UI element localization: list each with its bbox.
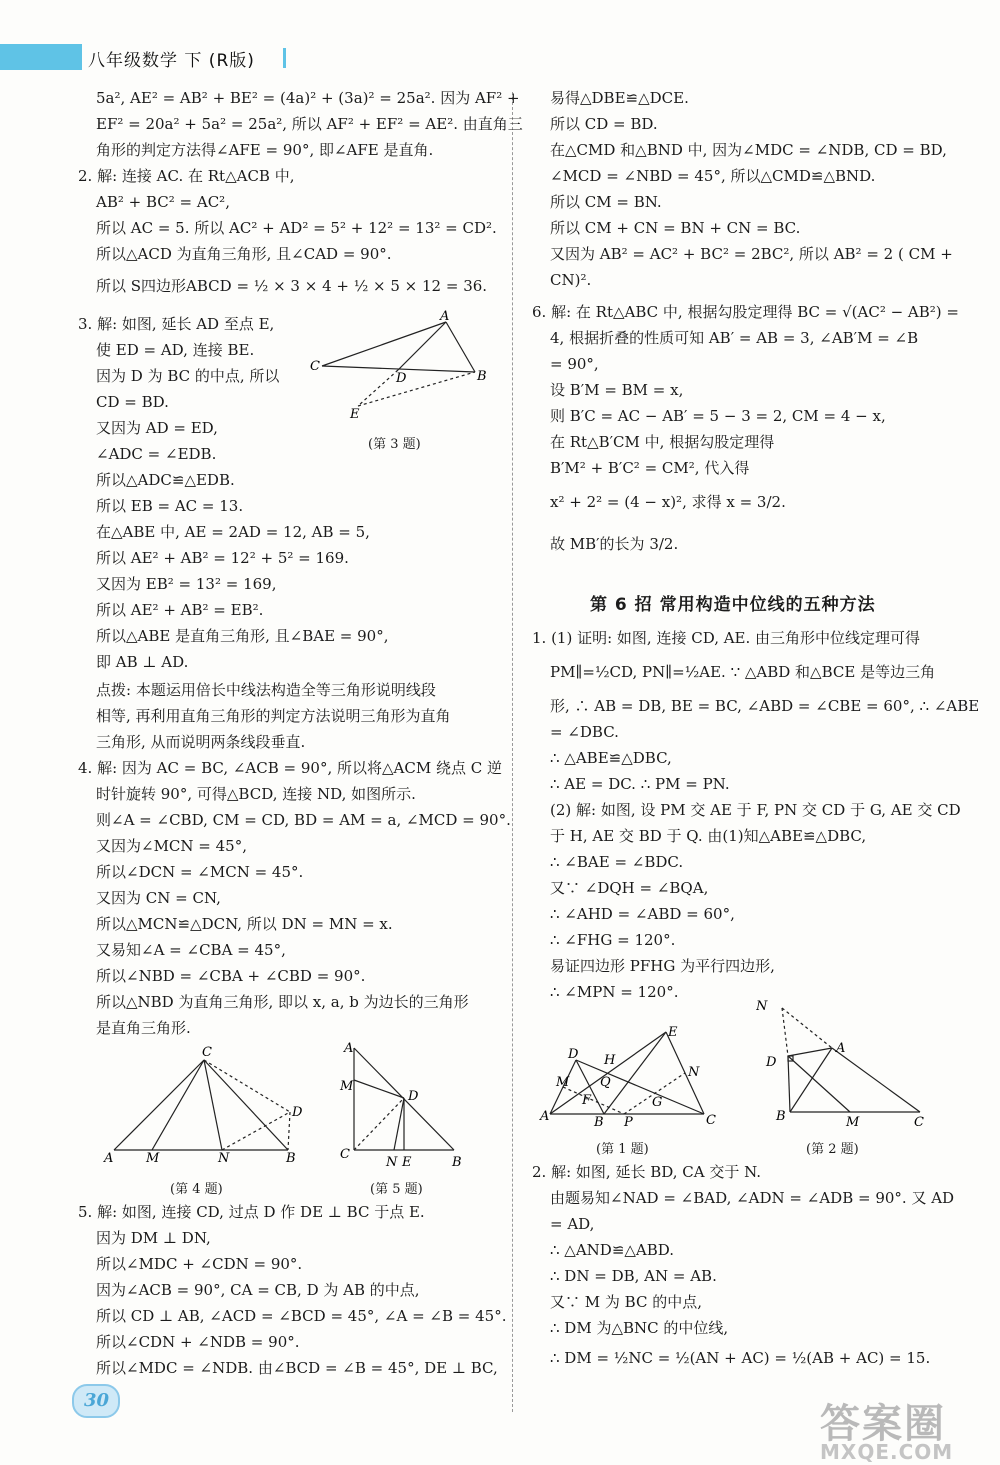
page-number-badge: [72, 1384, 120, 1418]
text-line: 在 Rt△B′CM 中, 根据勾股定理得: [550, 433, 775, 451]
text-line: EF² = 20a² + 5a² = 25a², 所以 AF² + EF² = AE². 由直角三: [96, 115, 523, 133]
svg-text:Q: Q: [600, 1075, 611, 1090]
text-line: 易得△DBE≌△DCE.: [550, 89, 689, 107]
svg-text:B: B: [286, 1151, 296, 1166]
text-line: 相等, 再利用直角三角形的判定方法说明三角形为直角: [96, 707, 451, 725]
text-line: 所以 CD = BD.: [550, 115, 658, 133]
text-line: 2. 解: 如图, 延长 BD, CA 交于 N.: [532, 1163, 762, 1181]
figure-r2: [756, 996, 936, 1126]
figure-r1: [538, 1022, 728, 1132]
text-line: 所以∠NBD = ∠CBA + ∠CBD = 90°.: [96, 967, 366, 985]
header-tick: [283, 48, 286, 68]
text-line: 又因为 EB² = 13² = 169,: [96, 575, 277, 593]
svg-text:A: A: [344, 1041, 354, 1056]
svg-text:N: N: [688, 1065, 700, 1080]
text-line: 所以∠DCN = ∠MCN = 45°.: [96, 863, 304, 881]
svg-text:D: D: [292, 1105, 303, 1120]
text-line: ∠MCD = ∠NBD = 45°, 所以△CMD≌△BND.: [550, 167, 876, 185]
text-line: CN)².: [550, 271, 592, 289]
figure-3-caption: (第 3 题): [368, 437, 421, 452]
text-line: ∴ AE = DC. ∴ PM = PN.: [550, 775, 730, 793]
svg-text:D: D: [408, 1089, 419, 1104]
text-line: 在△CMD 和△BND 中, 因为∠MDC = ∠NDB, CD = BD,: [550, 141, 947, 159]
text-line: B′M² + B′C² = CM², 代入得: [550, 459, 750, 477]
text-line: 于 H, AE 交 BD 于 Q. 由(1)知△ABE≌△DBC,: [550, 827, 867, 845]
svg-text:C: C: [914, 1115, 924, 1126]
svg-text:N: N: [756, 999, 768, 1014]
text-line: 三角形, 从而说明两条线段垂直.: [96, 733, 306, 751]
svg-text:C: C: [706, 1113, 716, 1128]
text-line: 2. 解: 连接 AC. 在 Rt△ACB 中,: [78, 167, 295, 185]
book-title: 八年级数学 下 (R版): [88, 51, 255, 71]
text-line: 所以∠MDC + ∠CDN = 90°.: [96, 1255, 303, 1273]
header-accent-bar: [0, 44, 82, 70]
text-line: 又∵ M 为 BC 的中点,: [550, 1293, 702, 1311]
text-line: 时针旋转 90°, 可得△BCD, 连接 ND, 如图所示.: [96, 785, 416, 803]
text-line: 所以 AC = 5. 所以 AC² + AD² = 5² + 12² = 13² = CD².: [96, 219, 497, 237]
text-line: 所以△MCN≌△DCN, 所以 DN = MN = x.: [96, 915, 393, 933]
svg-text:B: B: [452, 1155, 462, 1170]
figure-4-caption: (第 4 题): [170, 1182, 223, 1197]
svg-text:M: M: [846, 1115, 860, 1126]
figure-4: [100, 1040, 320, 1170]
text-line: x² + 2² = (4 − x)², 求得 x = 3/2.: [550, 493, 786, 511]
text-line: ∴ ∠MPN = 120°.: [550, 983, 679, 1001]
text-line: ∴ ∠BAE = ∠BDC.: [550, 853, 684, 871]
text-line: 又因为 CN = CN,: [96, 889, 221, 907]
svg-text:D: D: [766, 1055, 777, 1070]
text-line: 所以 AE² + AB² = EB².: [96, 601, 264, 619]
text-line: 3. 解: 如图, 延长 AD 至点 E,: [78, 315, 275, 333]
section-title: 第 6 招 常用构造中位线的五种方法: [590, 595, 876, 615]
svg-text:G: G: [652, 1095, 663, 1110]
text-line: 又易知∠A = ∠CBA = 45°,: [96, 941, 286, 959]
text-line: 故 MB′的长为 3/2.: [550, 535, 679, 553]
svg-text:P: P: [624, 1115, 633, 1130]
figure-r2-caption: (第 2 题): [806, 1142, 859, 1157]
text-line: 所以 CM = BN.: [550, 193, 662, 211]
text-line: = AD,: [550, 1215, 595, 1233]
svg-text:A: A: [540, 1109, 550, 1124]
svg-text:M: M: [340, 1079, 354, 1094]
figure-5: [336, 1040, 476, 1170]
text-line: 5a², AE² = AB² + BE² = (4a)² + (3a)² = 25a². 因为 AF² +: [96, 89, 520, 107]
text-line: 则 B′C = AC − AB′ = 5 − 3 = 2, CM = 4 − x,: [550, 407, 886, 425]
text-line: 易证四边形 PFHG 为平行四边形,: [550, 957, 775, 975]
text-line: 所以△NBD 为直角三角形, 即以 x, a, b 为边长的三角形: [96, 993, 469, 1011]
text-line: ∴ ∠FHG = 120°.: [550, 931, 676, 949]
text-line: 4. 解: 因为 AC = BC, ∠ACB = 90°, 所以将△ACM 绕点 C 逆: [78, 759, 502, 777]
text-line: 又∵ ∠DQH = ∠BQA,: [550, 879, 709, 897]
svg-text:C: C: [202, 1045, 212, 1060]
text-line: 所以△ADC≌△EDB.: [96, 471, 235, 489]
text-line: 所以 S四边形ABCD = ½ × 3 × 4 + ½ × 5 × 12 = 36.: [96, 277, 488, 295]
text-line: 1. (1) 证明: 如图, 连接 CD, AE. 由三角形中位线定理可得: [532, 629, 921, 647]
text-line: CD = BD.: [96, 393, 169, 411]
svg-text:E: E: [668, 1025, 678, 1040]
figure-5-caption: (第 5 题): [370, 1182, 423, 1197]
text-line: 所以△ABE 是直角三角形, 且∠BAE = 90°,: [96, 627, 389, 645]
text-line: 又因为 AD = ED,: [96, 419, 218, 437]
tip-line: 点拨: 本题运用倍长中线法构造全等三角形说明线段: [96, 681, 436, 699]
text-line: 因为∠ACB = 90°, CA = CB, D 为 AB 的中点,: [96, 1281, 420, 1299]
svg-text:F: F: [582, 1093, 592, 1108]
text-line: 形, ∴ AB = DB, BE = BC, ∠ABD = ∠CBE = 60°, ∴ ∠ABE: [550, 697, 980, 715]
svg-text:A: A: [836, 1041, 846, 1056]
svg-text:E: E: [402, 1155, 412, 1170]
svg-text:C: C: [310, 359, 320, 374]
page-number: 30: [84, 1390, 110, 1411]
text-line: 由题易知∠NAD = ∠BAD, ∠ADN = ∠ADB = 90°. 又 AD: [550, 1189, 955, 1207]
text-line: 角形的判定方法得∠AFE = 90°, 即∠AFE 是直角.: [96, 141, 434, 159]
watermark-logo: 答案圈: [820, 1401, 946, 1447]
figure-r1-caption: (第 1 题): [596, 1142, 649, 1157]
text-line: 因为 DM ⊥ DN,: [96, 1229, 211, 1247]
text-line: ∴ ∠AHD = ∠ABD = 60°,: [550, 905, 735, 923]
text-line: = 90°,: [550, 355, 599, 373]
text-line: 是直角三角形.: [96, 1019, 191, 1037]
text-line: 所以∠MDC = ∠NDB. 由∠BCD = ∠B = 45°, DE ⊥ BC,: [96, 1359, 498, 1377]
svg-text:M: M: [146, 1151, 160, 1166]
text-line: 所以∠CDN + ∠NDB = 90°.: [96, 1333, 300, 1351]
svg-text:B: B: [477, 369, 487, 384]
svg-text:A: A: [104, 1151, 114, 1166]
svg-text:D: D: [396, 371, 407, 386]
text-line: 使 ED = AD, 连接 BE.: [96, 341, 255, 359]
text-line: ∠ADC = ∠EDB.: [96, 445, 217, 463]
svg-text:N: N: [218, 1151, 230, 1166]
text-line: 所以 CD ⊥ AB, ∠ACD = ∠BCD = 45°, ∠A = ∠B = 45°.: [96, 1307, 507, 1325]
text-line: 所以 AE² + AB² = 12² + 5² = 169.: [96, 549, 349, 567]
text-line: 所以△ACD 为直角三角形, 且∠CAD = 90°.: [96, 245, 392, 263]
svg-text:E: E: [350, 407, 360, 422]
text-line: 又因为∠MCN = 45°,: [96, 837, 247, 855]
text-line: 4, 根据折叠的性质可知 AB′ = AB = 3, ∠AB′M = ∠B: [550, 329, 919, 347]
svg-text:M: M: [556, 1075, 570, 1090]
svg-text:N: N: [386, 1155, 398, 1170]
text-line: 所以 EB = AC = 13.: [96, 497, 244, 515]
text-line: 6. 解: 在 Rt△ABC 中, 根据勾股定理得 BC = √(AC² − AB²) =: [532, 303, 959, 321]
text-line: 因为 D 为 BC 的中点, 所以: [96, 367, 280, 385]
text-line: ∴ △ABE≌△DBC,: [550, 749, 672, 767]
text-line: AB² + BC² = AC²,: [96, 193, 230, 211]
text-line: (2) 解: 如图, 设 PM 交 AE 于 F, PN 交 CD 于 G, AE 交 CD: [550, 801, 961, 819]
figure-3: [300, 310, 500, 430]
svg-text:H: H: [604, 1053, 616, 1068]
svg-text:B: B: [776, 1109, 786, 1124]
column-divider: [512, 92, 513, 1412]
text-line: 即 AB ⊥ AD.: [96, 653, 189, 671]
text-line: ∴ △AND≌△ABD.: [550, 1241, 675, 1259]
svg-text:D: D: [568, 1047, 579, 1062]
text-line: PM∥=½CD, PN∥=½AE. ∵ △ABD 和△BCE 是等边三角: [550, 663, 936, 681]
text-line: ∴ DN = DB, AN = AB.: [550, 1267, 717, 1285]
text-line: 5. 解: 如图, 连接 CD, 过点 D 作 DE ⊥ BC 于点 E.: [78, 1203, 425, 1221]
svg-text:C: C: [340, 1147, 350, 1162]
svg-text:B: B: [594, 1115, 604, 1130]
svg-text:A: A: [440, 310, 450, 324]
text-line: 设 B′M = BM = x,: [550, 381, 684, 399]
text-line: 在△ABE 中, AE = 2AD = 12, AB = 5,: [96, 523, 370, 541]
text-line: 则∠A = ∠CBD, CM = CD, BD = AM = a, ∠MCD = 90°.: [96, 811, 511, 829]
text-line: = ∠DBC.: [550, 723, 619, 741]
page-header: [0, 44, 300, 74]
text-line: ∴ DM 为△BNC 的中位线,: [550, 1319, 729, 1337]
text-line: ∴ DM = ½NC = ½(AN + AC) = ½(AB + AC) = 15.: [550, 1349, 931, 1367]
watermark-url: MXQE.COM: [820, 1440, 954, 1464]
text-line: 又因为 AB² = AC² + BC² = 2BC², 所以 AB² = 2 ( CM +: [550, 245, 953, 263]
text-line: 所以 CM + CN = BN + CN = BC.: [550, 219, 801, 237]
